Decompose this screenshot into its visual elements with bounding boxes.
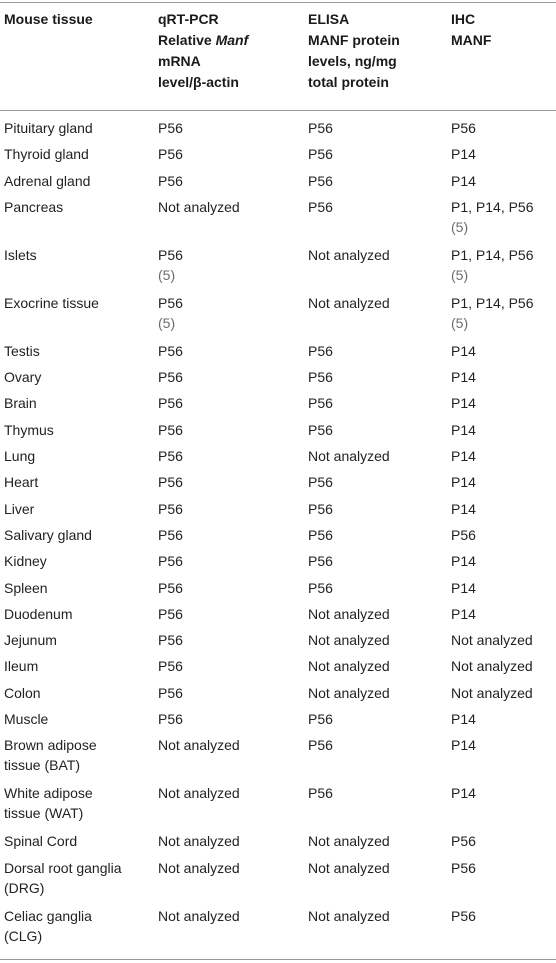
table-row: [0, 735, 556, 783]
header-mouse-tissue: Mouse tissue: [4, 11, 93, 27]
table-row: [0, 197, 556, 245]
cell-qrt-pcr: P56: [158, 448, 183, 465]
cell-qrt-pcr: P56: [158, 553, 183, 570]
cell-ihc: P14: [451, 500, 476, 517]
cell-ihc: P56: [451, 120, 476, 136]
cell-qrt-pcr: P56: [158, 605, 183, 622]
cell-tissue: Lung: [4, 448, 36, 465]
cell-elisa: P56: [308, 553, 333, 570]
cell-qrt-pcr: P56 (5): [158, 246, 183, 283]
cell-qrt-pcr: P56: [158, 120, 183, 136]
cell-tissue: Muscle: [4, 711, 49, 728]
table-row: [0, 525, 556, 551]
cell-elisa: P56: [308, 711, 333, 728]
table-row: [0, 858, 556, 906]
table-row: [0, 341, 556, 367]
cell-tissue: Brown adipose tissue (BAT): [4, 737, 97, 774]
cell-qrt-pcr: P56: [158, 342, 183, 359]
cell-qrt-pcr: P56: [158, 474, 183, 491]
table-row: [0, 499, 556, 525]
cell-elisa: Not analyzed: [308, 246, 390, 263]
cell-ihc: P1, P14, P56 (5): [451, 246, 534, 283]
header-bottom-rule: [0, 110, 556, 111]
table-bottom-rule: [0, 959, 556, 960]
cell-elisa: Not analyzed: [308, 833, 390, 850]
table-row: [0, 604, 556, 630]
cell-elisa: P56: [308, 500, 333, 517]
cell-tissue: Dorsal root ganglia (DRG): [4, 859, 122, 896]
cell-tissue: Pancreas: [4, 198, 64, 215]
cell-tissue: Spleen: [4, 579, 48, 596]
cell-tissue: Duodenum: [4, 605, 73, 622]
cell-tissue: Islets: [4, 246, 37, 263]
cell-elisa: Not analyzed: [308, 632, 390, 649]
cell-ihc: P14: [451, 448, 476, 465]
cell-ihc: Not analyzed: [451, 632, 533, 649]
cell-qrt-pcr: P56: [158, 146, 183, 163]
cell-elisa: Not analyzed: [308, 684, 390, 701]
cell-ihc: P14: [451, 342, 476, 359]
cell-tissue: Exocrine tissue: [4, 294, 99, 311]
cell-qrt-pcr: P56: [158, 369, 183, 386]
cell-elisa: P56: [308, 146, 333, 163]
cell-tissue: Thyroid gland: [4, 146, 89, 163]
table-row: [0, 683, 556, 709]
cell-qrt-pcr: P56: [158, 658, 183, 675]
cell-ihc: P14: [451, 737, 476, 754]
cell-ihc: P14: [451, 605, 476, 622]
cell-elisa: Not analyzed: [308, 448, 390, 465]
cell-ihc: P56: [451, 833, 476, 850]
cell-elisa: P56: [308, 395, 333, 412]
cell-tissue: Adrenal gland: [4, 172, 91, 189]
cell-ihc: P1, P14, P56 (5): [451, 198, 534, 235]
cell-qrt-pcr: P56: [158, 632, 183, 649]
cell-ihc: P14: [451, 146, 476, 163]
cell-qrt-pcr: Not analyzed: [158, 833, 240, 850]
cell-qrt-pcr: P56: [158, 421, 183, 438]
table-row: [0, 783, 556, 831]
cell-tissue: Ileum: [4, 658, 39, 675]
cell-ihc: P56: [451, 526, 476, 543]
cell-ihc: P14: [451, 421, 476, 438]
cell-tissue: Salivary gland: [4, 526, 92, 543]
cell-tissue: Brain: [4, 395, 37, 412]
cell-qrt-pcr: P56: [158, 526, 183, 543]
cell-qrt-pcr: P56: [158, 500, 183, 517]
cell-tissue: Kidney: [4, 553, 47, 570]
cell-qrt-pcr: P56: [158, 711, 183, 728]
cell-ihc: P14: [451, 474, 476, 491]
cell-ihc: Not analyzed: [451, 658, 533, 675]
cell-tissue: Liver: [4, 500, 35, 517]
cell-ihc: P56: [451, 907, 476, 924]
cell-tissue: Spinal Cord: [4, 833, 78, 850]
cell-elisa: P56: [308, 737, 333, 754]
cell-elisa: Not analyzed: [308, 605, 390, 622]
table-row: [0, 393, 556, 419]
cell-ihc: P14: [451, 172, 476, 189]
cell-qrt-pcr: Not analyzed: [158, 737, 240, 754]
cell-qrt-pcr: P56: [158, 172, 183, 189]
cell-qrt-pcr: P56: [158, 684, 183, 701]
table-row: [0, 831, 556, 857]
table-row: [0, 144, 556, 170]
cell-tissue: Jejunum: [4, 632, 57, 649]
cell-ihc: P1, P14, P56 (5): [451, 294, 534, 331]
header-qrt-pcr: qRT-PCR Relative Manf mRNA level/β-actin: [158, 11, 249, 90]
cell-elisa: Not analyzed: [308, 294, 390, 311]
table-row: [0, 367, 556, 393]
cell-elisa: P56: [308, 369, 333, 386]
table-row: [0, 118, 556, 144]
cell-ihc: P14: [451, 785, 476, 802]
table-top-rule: [0, 2, 556, 3]
cell-tissue: White adipose tissue (WAT): [4, 785, 93, 822]
table-row: [0, 551, 556, 577]
table-row: [0, 293, 556, 341]
table-row: [0, 709, 556, 735]
header-elisa: ELISA MANF protein levels, ng/mg total protein: [308, 11, 400, 90]
cell-elisa: P56: [308, 198, 333, 215]
table-row: [0, 630, 556, 656]
cell-tissue: Heart: [4, 474, 39, 491]
cell-elisa: P56: [308, 785, 333, 802]
table-row: [0, 420, 556, 446]
cell-ihc: P14: [451, 711, 476, 728]
cell-elisa: P56: [308, 120, 333, 136]
cell-elisa: P56: [308, 421, 333, 438]
cell-tissue: Thymus: [4, 421, 54, 438]
table-row: [0, 472, 556, 498]
cell-elisa: P56: [308, 579, 333, 596]
cell-tissue: Pituitary gland: [4, 120, 93, 136]
cell-ihc: Not analyzed: [451, 684, 533, 701]
cell-elisa: Not analyzed: [308, 859, 390, 876]
header-ihc: IHC MANF: [451, 11, 492, 48]
cell-ihc: P14: [451, 369, 476, 386]
cell-elisa: P56: [308, 172, 333, 189]
cell-elisa: P56: [308, 474, 333, 491]
cell-ihc: P56: [451, 859, 476, 876]
table-row: [0, 578, 556, 604]
cell-ihc: P14: [451, 553, 476, 570]
table-body: [0, 118, 556, 954]
cell-tissue: Testis: [4, 342, 40, 359]
table-row: [0, 446, 556, 472]
cell-elisa: Not analyzed: [308, 658, 390, 675]
table-row: [0, 171, 556, 197]
table-row: [0, 245, 556, 293]
table-row: [0, 906, 556, 954]
cell-tissue: Celiac ganglia (CLG): [4, 907, 92, 944]
cell-tissue: Colon: [4, 684, 41, 701]
cell-qrt-pcr: P56: [158, 395, 183, 412]
cell-qrt-pcr: Not analyzed: [158, 859, 240, 876]
cell-elisa: Not analyzed: [308, 907, 390, 924]
cell-qrt-pcr: Not analyzed: [158, 785, 240, 802]
cell-qrt-pcr: Not analyzed: [158, 907, 240, 924]
cell-ihc: P14: [451, 579, 476, 596]
cell-ihc: P14: [451, 395, 476, 412]
cell-qrt-pcr: P56 (5): [158, 294, 183, 331]
cell-elisa: P56: [308, 342, 333, 359]
cell-qrt-pcr: P56: [158, 579, 183, 596]
cell-qrt-pcr: Not analyzed: [158, 198, 240, 215]
table-row: [0, 656, 556, 682]
cell-tissue: Ovary: [4, 369, 42, 386]
cell-elisa: P56: [308, 526, 333, 543]
